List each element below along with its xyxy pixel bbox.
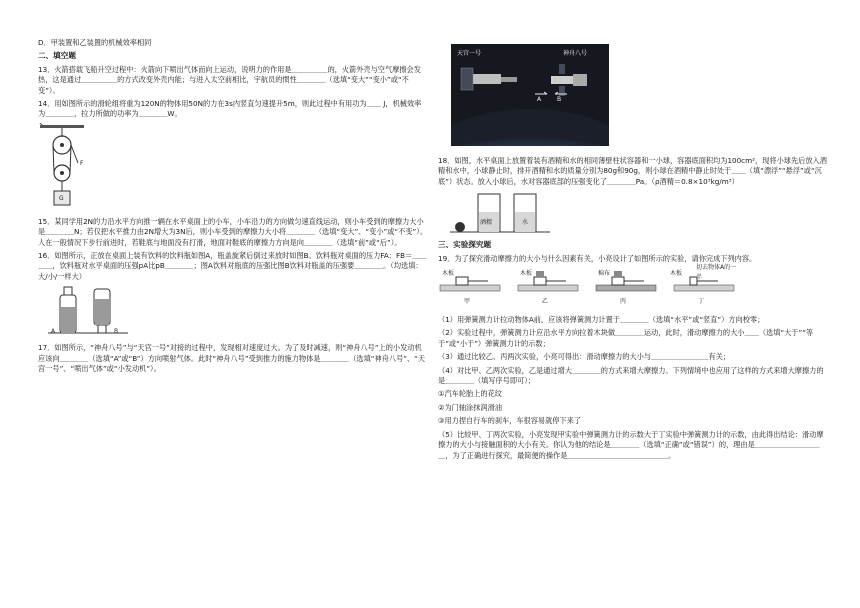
pulley-diagram xyxy=(38,123,98,213)
space-scene xyxy=(451,44,609,146)
pulley-figure xyxy=(38,123,98,213)
question-19-part-1: （1）用弹簧测力计拉动物体A前，应该将弹簧测力计置于＿＿＿＿（选填“水平”或“竖直”）方向校零； xyxy=(438,315,765,325)
alcohol-label: 酒精 xyxy=(480,219,493,227)
option-d: D．甲装置和乙装置的机械效率相同 xyxy=(38,38,152,47)
friction-diagram xyxy=(438,267,738,311)
section-fill-blank-heading: 二、填空题 xyxy=(38,51,76,61)
bottles-figure xyxy=(48,285,128,339)
board-label-ding: 木板 xyxy=(670,270,683,278)
question-14: 14．用如图所示的滑轮组将重为120N的物体用50N的力在3s内竖直匀速提升5m，则此过程中有用功为＿＿ J，机械效率为＿＿＿＿，拉力所做的功率为＿＿＿＿W。 xyxy=(38,99,422,119)
tiangong-label: 天宫一号 xyxy=(457,50,482,57)
containers-diagram xyxy=(450,190,550,236)
shenzhou-label: 神舟八号 xyxy=(563,50,588,57)
direction-b-label: B xyxy=(557,96,562,103)
force-label-f: F xyxy=(80,159,84,167)
exp-label-jia: 甲 xyxy=(464,298,471,306)
question-19-part-4: （4）对比甲、乙两次实验，乙是通过增大＿＿＿＿的方式来增大摩擦力。下列情境中也应用了这样的方式来增大摩擦力的是＿＿＿＿（填写序号即可）； xyxy=(438,365,824,386)
friction-experiment-figure xyxy=(438,264,738,311)
exp-label-bing: 丙 xyxy=(620,298,627,306)
question-19: 19．为了探究滑动摩擦力的大小与什么因素有关，小亮设计了如图所示的实验，请你完成下列内容。 xyxy=(438,253,757,263)
question-17: 17．如图所示，“神舟八号”与“天宫一号”对接的过程中，发现相对速度过大。为了及时减速，则“神舟八号”上的小发动机应该向＿＿＿＿（选填“A”或“B”）方向喷射气体。此时“神舟八号”受到推力的施力物体是＿＿＿＿（选填“神舟八号”、“天宫一号”、“喷出气体”或“小发动机”）。 xyxy=(38,343,426,374)
board-label-yi: 木板 xyxy=(520,270,533,278)
exp-label-ding: 丁 xyxy=(698,298,705,306)
section-experiment-heading: 三、实验探究题 xyxy=(438,240,492,250)
containers-figure xyxy=(450,190,550,236)
question-19-part-3: （3）通过比较乙、丙两次实验，小亮可得出：滑动摩擦力的大小与＿＿＿＿＿＿＿＿有关； xyxy=(438,352,731,362)
option-2: ②为门轴涂抹润滑油 xyxy=(438,402,502,412)
exp-label-yi: 乙 xyxy=(542,298,549,306)
direction-a-label: A xyxy=(537,96,542,103)
spacecraft-docking-image xyxy=(451,44,609,146)
board-label-jia: 木板 xyxy=(442,270,455,278)
option-1: ①汽车轮胎上的花纹 xyxy=(438,389,502,399)
water-label: 水 xyxy=(522,219,529,227)
question-18: 18．如图，水平桌面上放置着装有酒精和水的相同薄壁柱状容器和一小球，容器底面积均为100cm²，现将小球先后放入酒精和水中，小球静止时，排开酒精和水的质量分别为80g和90g，则小球在酒精中静止时处于＿＿（填“漂浮”“悬浮”或“沉底”）状态。放入小球后，水对容器底部的压强变化了＿＿＿＿Pa。（ρ酒精＝0.8×10³kg/m³） xyxy=(438,156,827,186)
left-column xyxy=(38,38,428,378)
right-column xyxy=(438,156,828,464)
question-15: 15．某同学用2N的力沿水平方向推一辆在水平桌面上的小车，小车沿力的方向做匀速直线运动，则小车受到的摩擦力大小是＿＿＿＿N；若仅把水平推力由2N增大为3N后，则小车受到的摩擦力大小将＿＿＿＿（选填“变大”、“变小”或“不变”）。人在一般情况下步行前进时，若鞋底与地面没有打滑，地面对鞋底的摩擦力方向是向＿＿＿＿（选填“前”或“后”）。 xyxy=(38,216,428,247)
question-19-part-5: （5）比较甲、丁两次实验，小亮发现甲实验中弹簧测力计的示数大于丁实验中弹簧测力计的示数，由此得出结论：滑动摩擦力的大小与接触面积的大小有关。你认为他的结论是＿＿＿＿（选填“正确”或“错误”）的，理由是＿＿＿＿＿＿＿＿＿＿，为了正确进行探究，最简便的操作是＿＿＿＿＿＿＿＿＿＿＿＿＿＿。 xyxy=(438,429,824,460)
bottle-label-b: B xyxy=(114,328,119,336)
question-13: 13．火箭搭载飞船升空过程中：火箭向下喷出气体而向上运动，说明力的作用是＿＿＿＿＿的，火箭外壳与空气摩擦会发热，这是通过＿＿＿＿＿的方式改变外壳内能；与进入太空前相比，宇航员的惯性＿＿＿＿（选填“变大”“变小”或“不变”）。 xyxy=(38,64,421,95)
cut-half-label: 切去物体A的一半 xyxy=(696,264,737,282)
bottle-label-a: A xyxy=(51,328,56,336)
cotton-label-bing: 棉布 xyxy=(598,270,611,278)
weight-label-g: G xyxy=(59,194,64,202)
question-19-part-2: （2）实验过程中，弹簧测力计应沿水平方向拉着木块做＿＿＿＿运动，此时，滑动摩擦力的大小＿＿（选填“大于”“等于”或“小于”）弹簧测力计的示数； xyxy=(438,328,814,348)
option-3: ③用力捏自行车的刹车，车很容易就停下来了 xyxy=(438,416,582,426)
question-16: 16．如图所示，正放在桌面上装有饮料的饮料瓶如图A，瓶盖旋紧后倒过来放时如图B。饮料瓶对桌面的压力FA：FB＝＿＿＿＿，饮料瓶对水平桌面的压强pA比pB＿＿＿＿；图A饮料对瓶底的压强比图B饮料对瓶盖的压强要＿＿＿＿。（均选填：大/小/一样大） xyxy=(38,251,427,281)
